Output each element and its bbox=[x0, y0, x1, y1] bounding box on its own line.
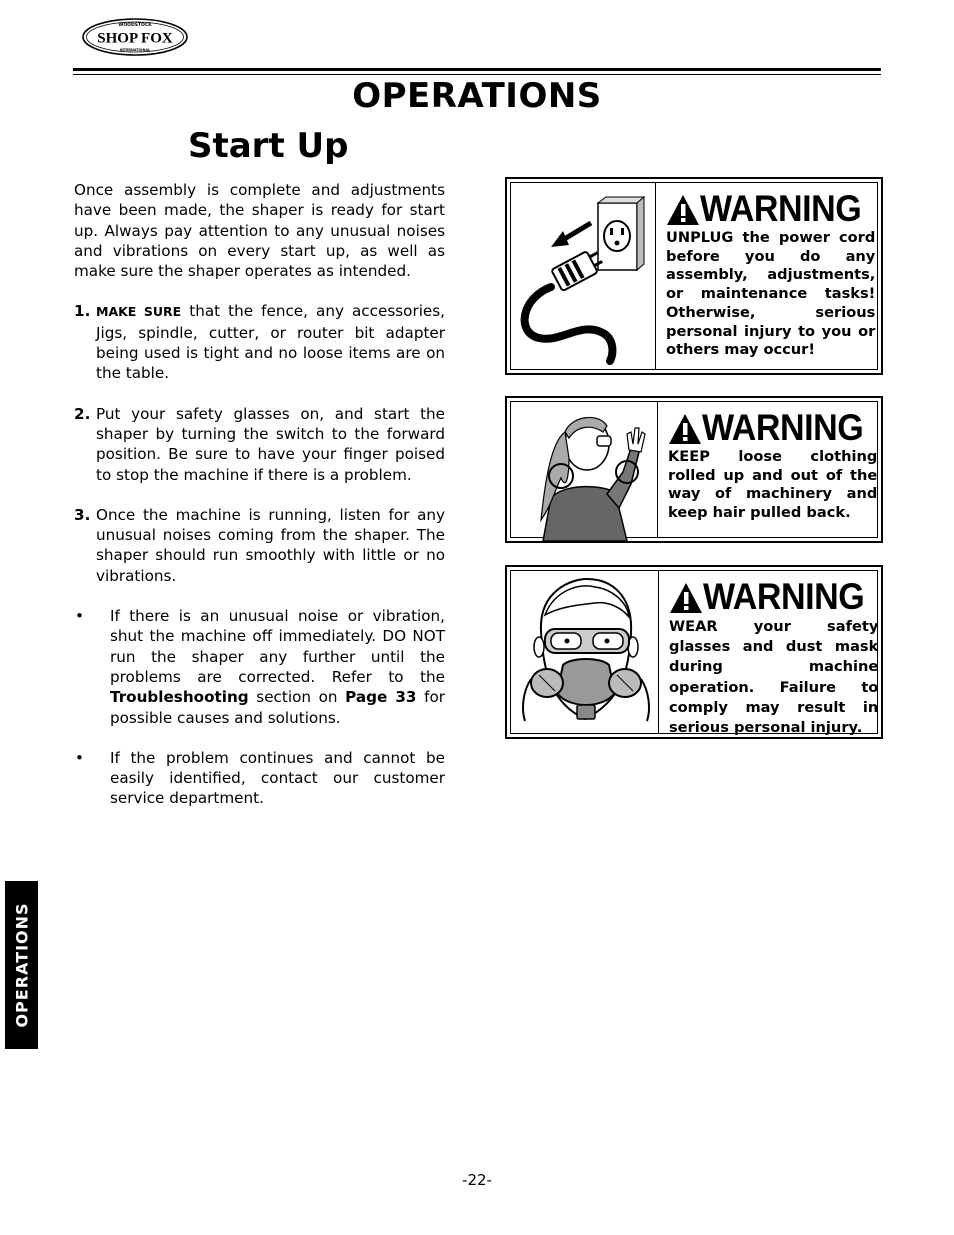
warning-box-clothing bbox=[505, 396, 883, 543]
step-number: 3. bbox=[74, 505, 91, 524]
warning-triangle-icon bbox=[669, 581, 703, 615]
loose-hair-icon bbox=[511, 402, 658, 537]
warning-text: KEEP loose clothing rolled up and out of the way of machinery and keep hair pulled back. bbox=[668, 448, 878, 522]
logo-arc-top: WOODSTOCK bbox=[118, 23, 152, 28]
unplug-cord-icon bbox=[511, 183, 656, 369]
shop-fox-logo bbox=[82, 17, 188, 57]
warning-box-ppe bbox=[505, 565, 883, 739]
warning-triangle-icon bbox=[668, 412, 702, 446]
warning-text: WEAR your safety glasses and dust mask during machine operation. Failure to comply may result in serious personal injury. bbox=[669, 618, 879, 737]
bullet-mark: • bbox=[75, 607, 84, 626]
warning-heading: WARNING bbox=[702, 407, 864, 448]
side-tab-label: OPERATIONS bbox=[12, 902, 31, 1028]
bullet-item bbox=[74, 606, 445, 728]
step-item bbox=[74, 301, 445, 383]
step-text: Put your safety glasses on, and start the shaper by turning the switch to the forward position. Be sure to have your finger poised to stop the machine if there is a problem. bbox=[96, 404, 445, 484]
bullet-text: for possible causes and solutions. bbox=[110, 688, 445, 727]
header-rule-thin bbox=[73, 74, 881, 75]
intro-paragraph: Once assembly is complete and adjustments have been made, the shaper is ready for start up. Always pay attention to any unusual noises and vibrations on every start up, as well as make sure the shaper operates as intended. bbox=[74, 181, 445, 281]
bullet-item bbox=[74, 748, 445, 809]
logo-brand-text: SHOP FOX bbox=[97, 30, 173, 47]
warning-text: UNPLUG the power cord before you do any assembly, adjustments, or maintenance tasks! Otherwise, serious personal injury to you or others may occur! bbox=[666, 229, 876, 359]
bullet-text: If there is an unusual noise or vibration, shut the machine off immediately. DO NOT run the shaper any further until the problems are corrected. Refer to the bbox=[110, 607, 445, 686]
page-number: -22- bbox=[462, 1171, 492, 1189]
section-side-tab bbox=[5, 881, 38, 1049]
step-item bbox=[74, 404, 445, 485]
page-title: OPERATIONS bbox=[352, 76, 602, 116]
logo-arc-bottom: INTERNATIONAL bbox=[119, 48, 151, 52]
warning-triangle-icon bbox=[666, 193, 700, 227]
troubleshooting-ref: Troubleshooting bbox=[110, 688, 249, 707]
warning-heading: WARNING bbox=[700, 188, 862, 229]
body-text-column bbox=[74, 180, 445, 829]
step-number: 1. bbox=[74, 302, 91, 321]
step-text: Once the machine is running, listen for any unusual noises coming from the shaper. The shaper should run smoothly with little or no vibrations. bbox=[96, 505, 445, 585]
bullet-mark: • bbox=[75, 748, 84, 767]
bullet-text: section on bbox=[256, 688, 338, 707]
warning-heading: WARNING bbox=[703, 576, 865, 617]
step-lead: MAKE SURE bbox=[96, 304, 182, 320]
step-number: 2. bbox=[74, 404, 91, 423]
bullet-text: If the problem continues and cannot be easily identified, contact our customer service department. bbox=[110, 748, 445, 808]
warning-box-unplug bbox=[505, 177, 883, 375]
section-title: Start Up bbox=[188, 126, 349, 166]
page-ref: Page 33 bbox=[345, 688, 417, 707]
step-text: that the fence, any accessories, Jigs, spindle, cutter, or router bit adapter being used is tight and no loose items are on the table. bbox=[96, 302, 445, 383]
header-rule bbox=[73, 68, 881, 71]
respirator-goggles-icon bbox=[511, 571, 659, 733]
step-item bbox=[74, 505, 445, 586]
